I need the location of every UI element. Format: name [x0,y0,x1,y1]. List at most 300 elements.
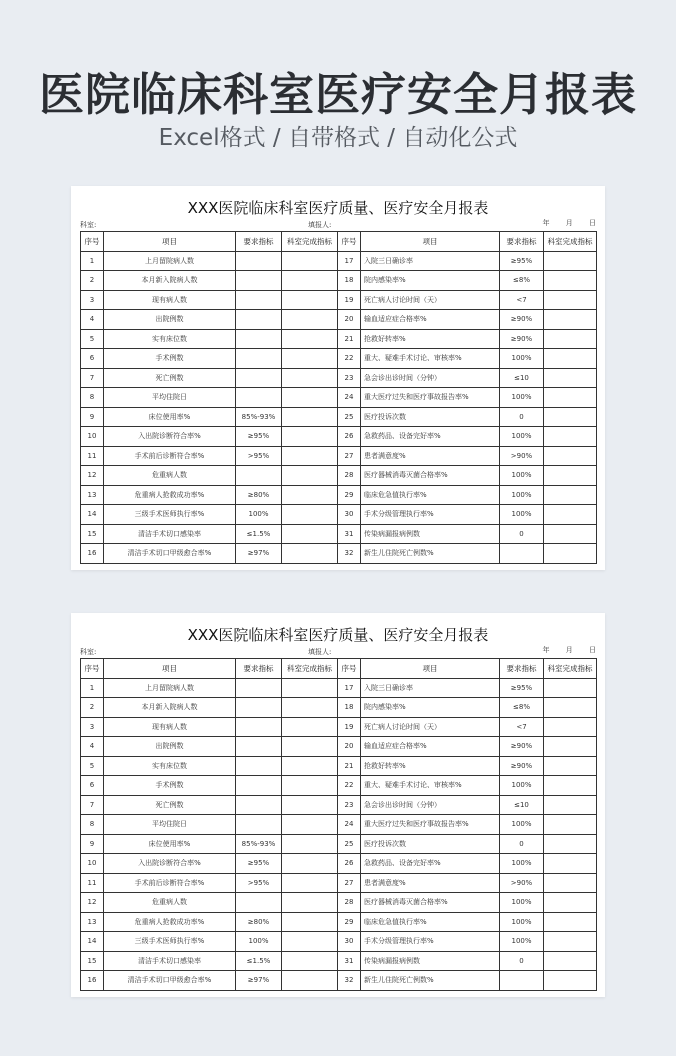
completed-value[interactable] [282,388,338,408]
completed-value[interactable] [544,971,597,991]
row-number: 22 [338,349,361,369]
row-number: 24 [338,815,361,835]
row-number: 32 [338,544,361,564]
item-name: 入院三日确诊率 [361,251,500,271]
required-target [236,756,282,776]
required-target: 100% [500,349,544,369]
table-row [81,951,597,971]
completed-value[interactable] [544,271,597,291]
row-number: 23 [338,368,361,388]
item-name: 入出院诊断符合率% [104,427,236,447]
item-name: 传染病漏报病例数 [361,524,500,544]
item-name: 现有病人数 [104,290,236,310]
table-row [81,427,597,447]
row-number: 4 [81,310,104,330]
item-name: 重大医疗过失和医疗事故报告率% [361,815,500,835]
item-name: 院内感染率% [361,698,500,718]
required-target: 100% [500,776,544,796]
required-target [236,737,282,757]
dept-label: 科室: [80,221,97,229]
item-name: 三级手术医师执行率% [104,932,236,952]
required-target: ≥95% [500,251,544,271]
item-name: 手术前后诊断符合率% [104,873,236,893]
required-target: 0 [500,834,544,854]
completed-value[interactable] [282,756,338,776]
required-target: <7 [500,290,544,310]
row-number: 22 [338,776,361,796]
row-number: 21 [338,756,361,776]
row-number: 18 [338,698,361,718]
row-number: 23 [338,795,361,815]
completed-value[interactable] [544,698,597,718]
item-name: 出院例数 [104,737,236,757]
column-header: 项目 [104,659,236,679]
completed-value[interactable] [544,756,597,776]
completed-value[interactable] [544,368,597,388]
required-target [236,329,282,349]
completed-value[interactable] [282,678,338,698]
column-header: 项目 [104,232,236,252]
item-name: 危重病人数 [104,893,236,913]
item-name: 三级手术医师执行率% [104,505,236,525]
row-number: 27 [338,446,361,466]
table-row [81,932,597,952]
table-row [81,505,597,525]
completed-value[interactable] [282,251,338,271]
required-target [236,893,282,913]
row-number: 3 [81,717,104,737]
required-target [236,310,282,330]
row-number: 17 [338,678,361,698]
table-row [81,329,597,349]
completed-value[interactable] [544,951,597,971]
completed-value[interactable] [282,971,338,991]
item-name: 临床危急值执行率% [361,485,500,505]
required-target [236,717,282,737]
completed-value[interactable] [282,329,338,349]
row-number: 2 [81,698,104,718]
item-name: 新生儿住院死亡例数% [361,544,500,564]
completed-value[interactable] [282,893,338,913]
completed-value[interactable] [282,485,338,505]
item-name: 上月留院病人数 [104,678,236,698]
sheet-title: XXX医院临床科室医疗质量、医疗安全月报表 [187,199,489,217]
item-name: 实有床位数 [104,329,236,349]
completed-value[interactable] [544,329,597,349]
item-name: 实有床位数 [104,756,236,776]
item-name: 医疗投诉次数 [361,407,500,427]
column-header: 科室完成指标 [282,232,338,252]
row-number: 19 [338,290,361,310]
row-number: 12 [81,466,104,486]
item-name: 重大、疑难手术讨论、审核率% [361,776,500,796]
report-sheet-preview-1 [71,186,605,570]
completed-value[interactable] [544,776,597,796]
row-number: 29 [338,485,361,505]
page-title: 医院临床科室医疗安全月报表 [38,68,637,121]
completed-value[interactable] [544,524,597,544]
item-name: 抢救好转率% [361,329,500,349]
item-name: 上月留院病人数 [104,251,236,271]
completed-value[interactable] [282,349,338,369]
row-number: 13 [81,485,104,505]
table-row [81,290,597,310]
item-name: 新生儿住院死亡例数% [361,971,500,991]
row-number: 14 [81,932,104,952]
completed-value[interactable] [544,737,597,757]
table-row [81,251,597,271]
table-row [81,756,597,776]
completed-value[interactable] [544,717,597,737]
required-target [236,349,282,369]
completed-value[interactable] [282,698,338,718]
item-name: 危重病人抢救成功率% [104,912,236,932]
required-target [236,368,282,388]
table-row [81,795,597,815]
sheet-title: XXX医院临床科室医疗质量、医疗安全月报表 [187,626,489,644]
item-name: 清洁手术切口感染率 [104,524,236,544]
table-row [81,407,597,427]
completed-value[interactable] [282,951,338,971]
row-number: 21 [338,329,361,349]
required-target [236,271,282,291]
table-row [81,854,597,874]
row-number: 9 [81,834,104,854]
row-number: 32 [338,971,361,991]
item-name: 抢救好转率% [361,756,500,776]
required-target: >95% [236,873,282,893]
required-target: ≤10 [500,795,544,815]
item-name: 出院例数 [104,310,236,330]
row-number: 12 [81,893,104,913]
row-number: 1 [81,251,104,271]
completed-value[interactable] [544,251,597,271]
row-number: 11 [81,446,104,466]
table-row [81,912,597,932]
required-target: 100% [500,466,544,486]
completed-value[interactable] [544,873,597,893]
item-name: 入出院诊断符合率% [104,854,236,874]
required-target: ≤1.5% [236,951,282,971]
completed-value[interactable] [544,544,597,564]
required-target [236,251,282,271]
completed-value[interactable] [282,834,338,854]
required-target: 100% [500,427,544,447]
completed-value[interactable] [282,290,338,310]
required-target: ≥95% [500,678,544,698]
completed-value[interactable] [282,912,338,932]
completed-value[interactable] [544,310,597,330]
item-name: 输血适应症合格率% [361,310,500,330]
report-table [80,658,597,991]
item-name: 危重病人数 [104,466,236,486]
column-header: 科室完成指标 [544,659,597,679]
column-header: 序号 [338,659,361,679]
completed-value[interactable] [544,349,597,369]
table-row [81,737,597,757]
date-label: 年 月 日 [542,646,596,654]
item-name: 清洁手术切口甲级愈合率% [104,971,236,991]
completed-value[interactable] [282,932,338,952]
completed-value[interactable] [544,485,597,505]
row-number: 18 [338,271,361,291]
required-target: ≤8% [500,271,544,291]
required-target [500,971,544,991]
item-name: 床位使用率% [104,407,236,427]
table-row [81,271,597,291]
completed-value[interactable] [282,854,338,874]
required-target: 0 [500,524,544,544]
row-number: 16 [81,544,104,564]
completed-value[interactable] [544,427,597,447]
completed-value[interactable] [282,795,338,815]
required-target: <7 [500,717,544,737]
table-row [81,834,597,854]
completed-value[interactable] [282,717,338,737]
completed-value[interactable] [544,932,597,952]
item-name: 现有病人数 [104,717,236,737]
row-number: 11 [81,873,104,893]
table-row [81,717,597,737]
row-number: 30 [338,932,361,952]
item-name: 急救药品、设备完好率% [361,427,500,447]
item-name: 手术分级管理执行率% [361,505,500,525]
row-number: 10 [81,427,104,447]
row-number: 31 [338,524,361,544]
row-number: 15 [81,951,104,971]
required-target [236,698,282,718]
item-name: 清洁手术切口甲级愈合率% [104,544,236,564]
table-body [81,251,597,563]
filler-label: 填报人: [308,648,332,656]
row-number: 6 [81,776,104,796]
required-target: 100% [500,505,544,525]
item-name: 平均住院日 [104,815,236,835]
required-target: 85%-93% [236,834,282,854]
completed-value[interactable] [282,505,338,525]
required-target [236,466,282,486]
table-row [81,815,597,835]
required-target: ≥80% [236,485,282,505]
item-name: 急救药品、设备完好率% [361,854,500,874]
table-row [81,524,597,544]
row-number: 29 [338,912,361,932]
completed-value[interactable] [544,505,597,525]
required-target: ≥90% [500,329,544,349]
row-number: 1 [81,678,104,698]
item-name: 传染病漏报病例数 [361,951,500,971]
completed-value[interactable] [282,427,338,447]
column-header: 项目 [361,659,500,679]
row-number: 15 [81,524,104,544]
item-name: 死亡例数 [104,368,236,388]
completed-value[interactable] [282,524,338,544]
completed-value[interactable] [544,912,597,932]
required-target: ≤8% [500,698,544,718]
row-number: 5 [81,756,104,776]
required-target: 100% [236,932,282,952]
table-row [81,485,597,505]
row-number: 8 [81,815,104,835]
completed-value[interactable] [282,271,338,291]
completed-value[interactable] [282,407,338,427]
required-target: ≥95% [236,427,282,447]
table-row [81,388,597,408]
item-name: 重大、疑难手术讨论、审核率% [361,349,500,369]
required-target: ≥97% [236,544,282,564]
required-target: ≥80% [236,912,282,932]
table-body [81,678,597,990]
item-name: 平均住院日 [104,388,236,408]
required-target: >95% [236,446,282,466]
required-target: ≥97% [236,971,282,991]
column-header: 科室完成指标 [282,659,338,679]
completed-value[interactable] [282,737,338,757]
completed-value[interactable] [544,388,597,408]
required-target [236,290,282,310]
item-name: 手术例数 [104,776,236,796]
table-row [81,310,597,330]
completed-value[interactable] [544,834,597,854]
required-target: ≥95% [236,854,282,874]
required-target: >90% [500,446,544,466]
completed-value[interactable] [282,368,338,388]
item-name: 手术分级管理执行率% [361,932,500,952]
item-name: 临床危急值执行率% [361,912,500,932]
required-target: ≥90% [500,737,544,757]
required-target [236,388,282,408]
row-number: 4 [81,737,104,757]
column-header: 序号 [81,232,104,252]
required-target: 0 [500,407,544,427]
page-subtitle: Excel格式 / 自带格式 / 自动化公式 [158,125,518,151]
completed-value[interactable] [282,815,338,835]
completed-value[interactable] [282,310,338,330]
item-name: 院内感染率% [361,271,500,291]
required-target: 100% [500,854,544,874]
column-header: 序号 [81,659,104,679]
table-row [81,678,597,698]
required-target: 0 [500,951,544,971]
sheet-meta-row [80,219,596,231]
item-name: 患者满意度% [361,446,500,466]
row-number: 25 [338,834,361,854]
row-number: 5 [81,329,104,349]
table-row [81,698,597,718]
item-name: 本月新入院病人数 [104,698,236,718]
table-row [81,776,597,796]
row-number: 9 [81,407,104,427]
completed-value[interactable] [282,776,338,796]
report-table [80,231,597,564]
item-name: 医疗器械消毒灭菌合格率% [361,466,500,486]
column-header: 序号 [338,232,361,252]
required-target: 100% [236,505,282,525]
row-number: 10 [81,854,104,874]
required-target: 100% [500,912,544,932]
row-number: 20 [338,310,361,330]
column-header: 项目 [361,232,500,252]
row-number: 16 [81,971,104,991]
item-name: 重大医疗过失和医疗事故报告率% [361,388,500,408]
required-target: >90% [500,873,544,893]
item-name: 死亡病人讨论时间（天） [361,290,500,310]
table-row [81,873,597,893]
row-number: 8 [81,388,104,408]
required-target: ≥90% [500,310,544,330]
column-header: 科室完成指标 [544,232,597,252]
row-number: 31 [338,951,361,971]
completed-value[interactable] [282,466,338,486]
item-name: 手术前后诊断符合率% [104,446,236,466]
column-header: 要求指标 [500,659,544,679]
item-name: 死亡例数 [104,795,236,815]
completed-value[interactable] [282,873,338,893]
table-row [81,368,597,388]
required-target: 100% [500,932,544,952]
row-number: 28 [338,466,361,486]
item-name: 患者满意度% [361,873,500,893]
report-sheet-preview-2 [71,613,605,997]
completed-value[interactable] [544,815,597,835]
completed-value[interactable] [282,544,338,564]
row-number: 28 [338,893,361,913]
item-name: 医疗投诉次数 [361,834,500,854]
row-number: 3 [81,290,104,310]
row-number: 19 [338,717,361,737]
completed-value[interactable] [544,795,597,815]
item-name: 急会诊出诊时间（分钟） [361,795,500,815]
completed-value[interactable] [544,407,597,427]
table-row [81,466,597,486]
column-header: 要求指标 [236,659,282,679]
completed-value[interactable] [544,466,597,486]
row-number: 17 [338,251,361,271]
required-target: 100% [500,388,544,408]
required-target: ≤1.5% [236,524,282,544]
required-target: 100% [500,893,544,913]
required-target: 85%-93% [236,407,282,427]
column-header: 要求指标 [236,232,282,252]
item-name: 入院三日确诊率 [361,678,500,698]
row-number: 7 [81,368,104,388]
completed-value[interactable] [544,678,597,698]
completed-value[interactable] [282,446,338,466]
required-target [500,544,544,564]
item-name: 医疗器械消毒灭菌合格率% [361,893,500,913]
item-name: 危重病人抢救成功率% [104,485,236,505]
item-name: 手术例数 [104,349,236,369]
table-row [81,349,597,369]
row-number: 6 [81,349,104,369]
completed-value[interactable] [544,854,597,874]
table-header [81,232,597,252]
row-number: 25 [338,407,361,427]
required-target: ≥90% [500,756,544,776]
table-row [81,893,597,913]
filler-label: 填报人: [308,221,332,229]
completed-value[interactable] [544,893,597,913]
column-header: 要求指标 [500,232,544,252]
required-target [236,678,282,698]
completed-value[interactable] [544,446,597,466]
row-number: 27 [338,873,361,893]
item-name: 急会诊出诊时间（分钟） [361,368,500,388]
item-name: 清洁手术切口感染率 [104,951,236,971]
dept-label: 科室: [80,648,97,656]
completed-value[interactable] [544,290,597,310]
row-number: 30 [338,505,361,525]
